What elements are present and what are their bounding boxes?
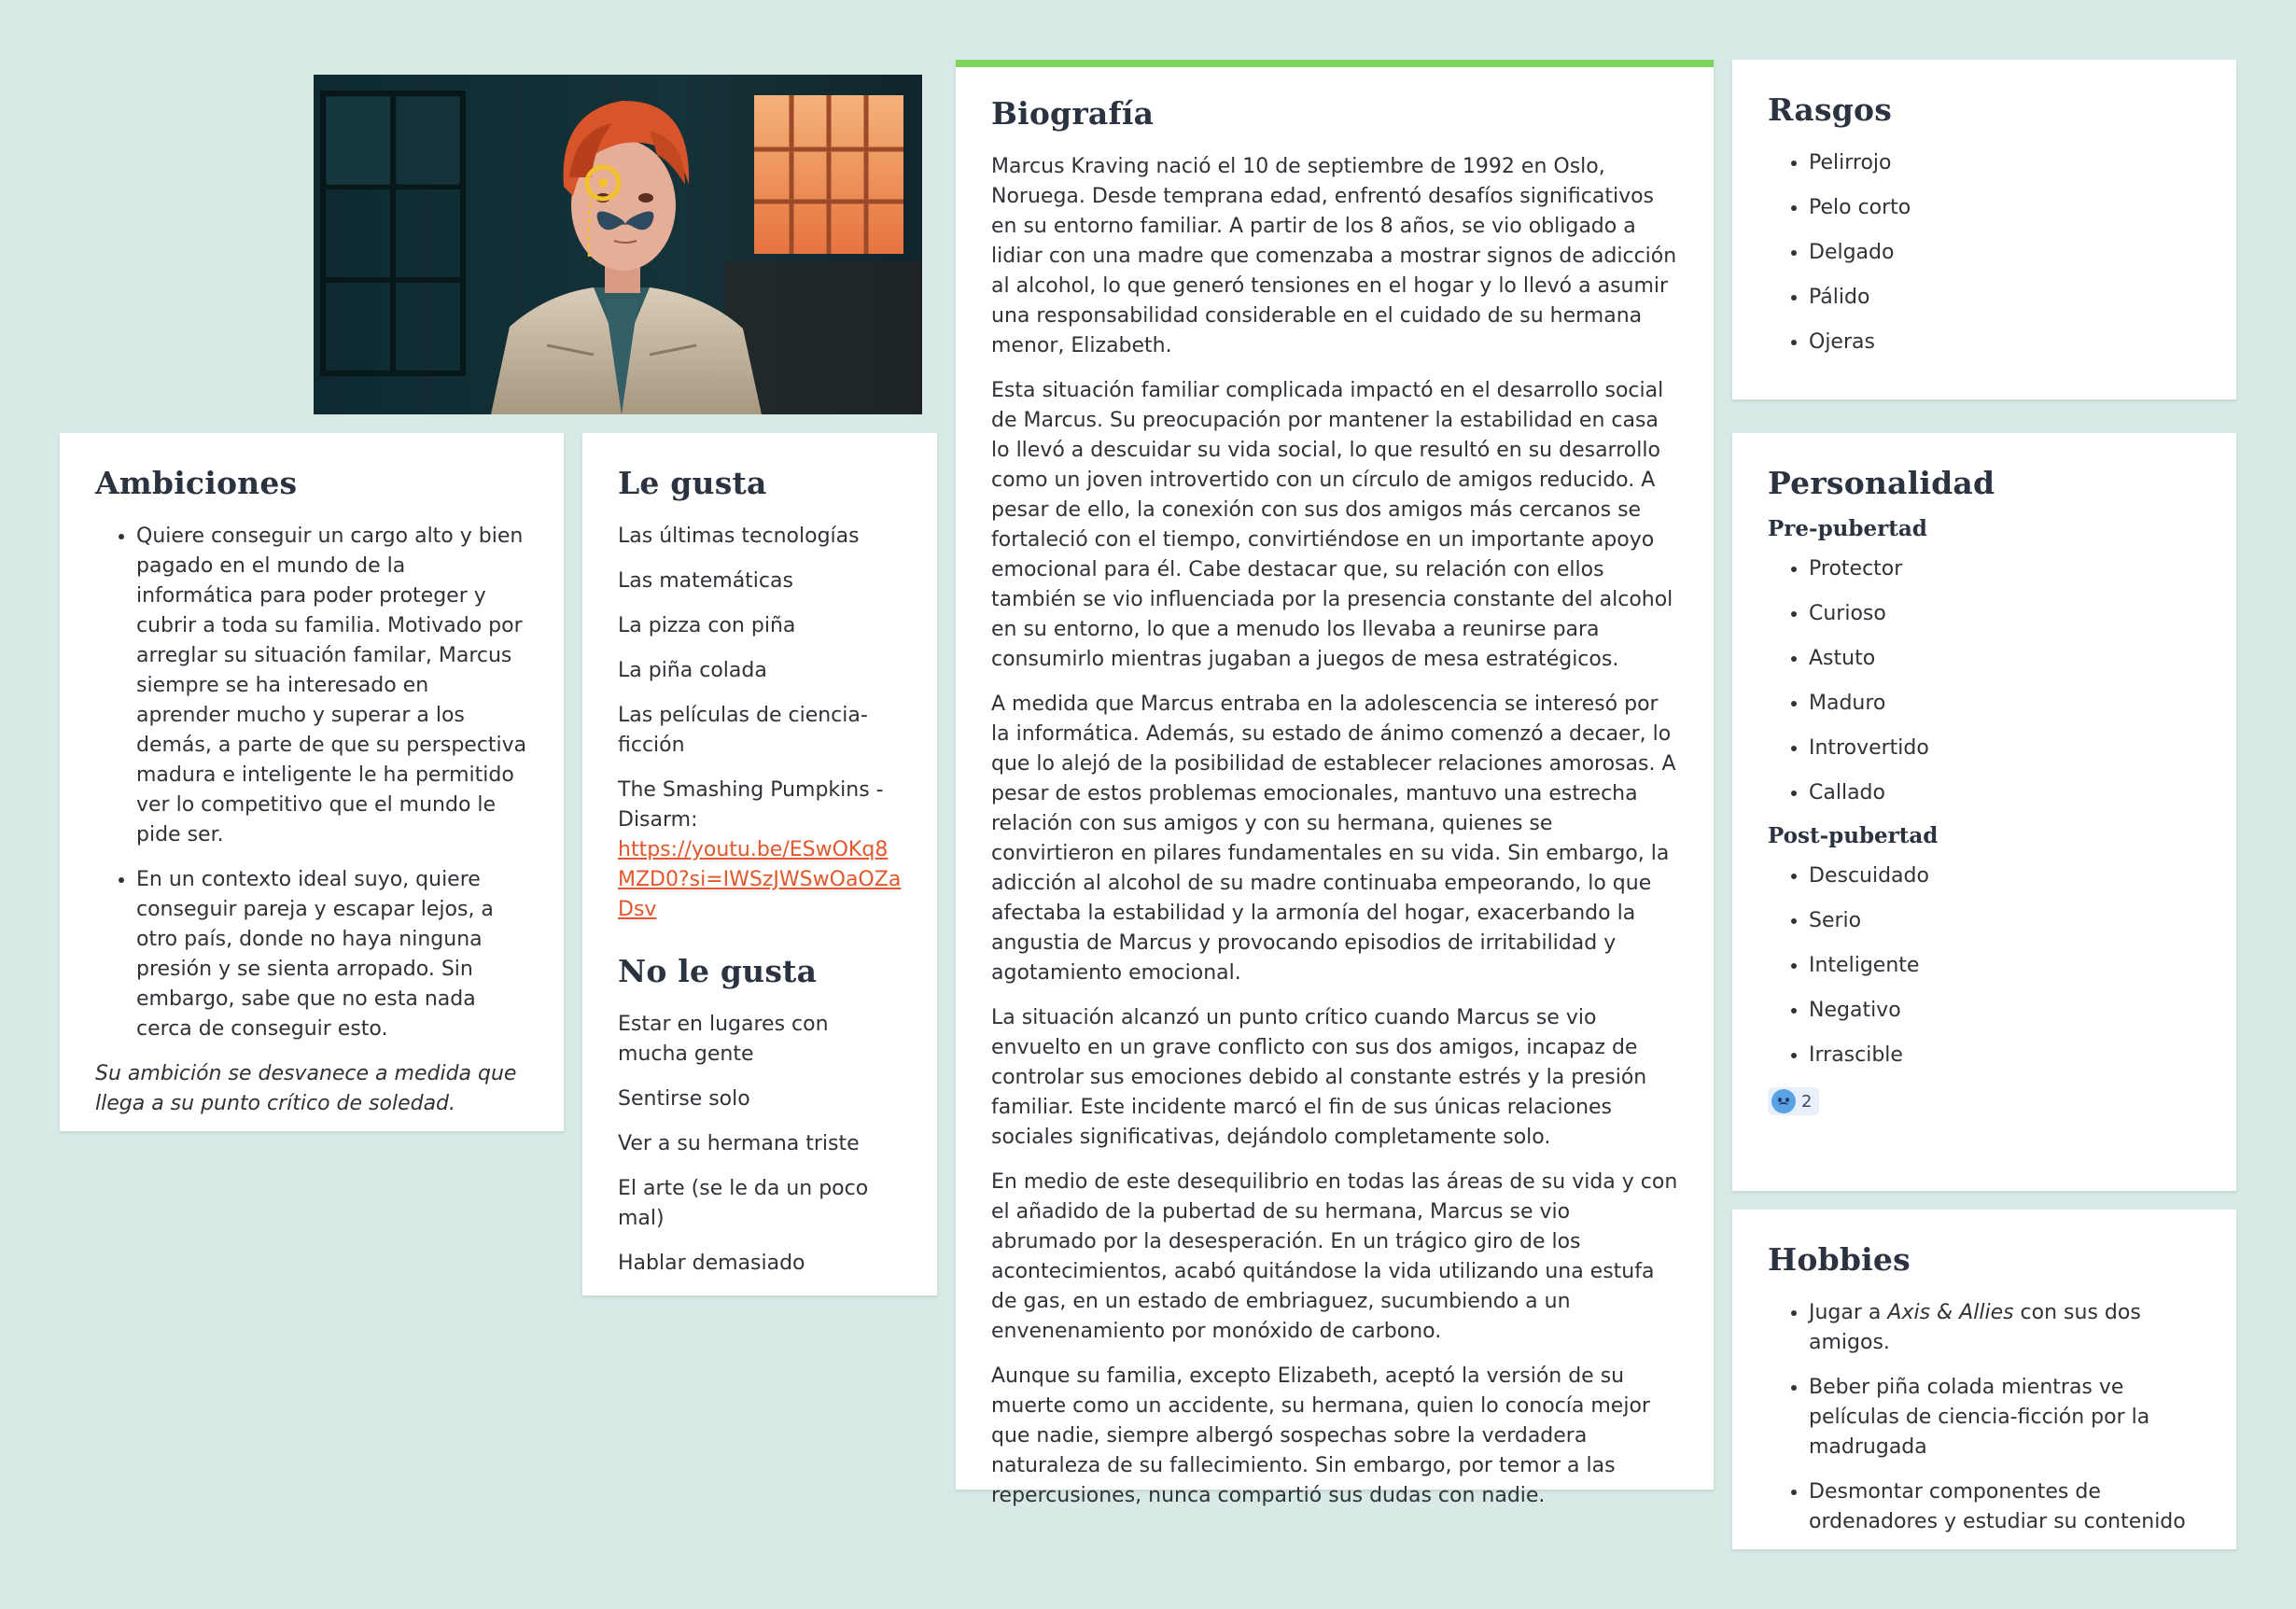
hobbies-list xyxy=(1768,1298,2201,1537)
pre-pubertad-title: Pre-pubertad xyxy=(1768,516,1927,541)
post-trait-item: • Descuidado xyxy=(1809,861,2201,891)
ambicion-item: • En un contexto ideal suyo, quiere conseguir pareja y escapar lejos, a otro país, donde no haya ninguna presión y se sienta arropado. Sin embargo, sabe que no esta nada cerca de conseguir esto. xyxy=(136,865,528,1044)
like-item-music xyxy=(618,776,902,925)
rasgo-item: • Pálido xyxy=(1809,283,2201,313)
reaction-badge[interactable] xyxy=(1768,1087,1819,1115)
rasgo-item: • Ojeras xyxy=(1809,328,2201,357)
pre-trait-item: • Curioso xyxy=(1809,599,2201,629)
ambiciones-list xyxy=(95,522,528,1044)
personalidad-card xyxy=(1732,433,2236,1191)
pre-trait-item: • Astuto xyxy=(1809,644,2201,674)
biografia-title: Biografía xyxy=(991,95,1155,132)
music-label: The Smashing Pumpkins - Disarm: xyxy=(618,778,884,832)
post-trait-item: • Serio xyxy=(1809,906,2201,936)
dislike-item: Estar en lugares con mucha gente xyxy=(618,1013,829,1066)
rasgos-list xyxy=(1768,148,2201,357)
bio-paragraph: A medida que Marcus entraba en la adolescencia se interesó por la informática. Además, su estado de ánimo comenzó a decaer, lo que lo alejó de la posibilidad de establecer relaciones amorosas. A pesar de estos problemas emocionales, mantuvo una estrecha relación con sus amigos y con su hermana, quienes se convirtieron en pilares fundamentales en su vida. Sin embargo, la adicción al alcohol de su madre continuaba empeorando, lo que afectaba la estabilidad y la armonía del hogar, exacerbando la angustia de Marcus y provocando episodios de irritabilidad y agotamiento emocional. xyxy=(991,693,1676,985)
hobbies-title: Hobbies xyxy=(1768,1241,1911,1278)
bio-paragraph: Marcus Kraving nació el 10 de septiembre de 1992 en Oslo, Noruega. Desde temprana edad, enfrentó desafíos significativos en su entorno familiar. A partir de los 8 años, se vio obligado a lidiar con una madre que comenzaba a mostrar signos de adicción al alcohol, lo que generó tensiones en el hogar y lo llevó a asumir una responsabilidad considerable en el cuidado de su hermana menor, Elizabeth. xyxy=(991,155,1677,357)
gustos-card xyxy=(582,433,937,1295)
dislike-item: Sentirse solo xyxy=(618,1087,750,1111)
hobbies-card xyxy=(1732,1210,2236,1549)
smiling-face-with-tear-icon xyxy=(1771,1089,1796,1113)
hobby-item: • Beber piña colada mientras ve películas de ciencia-ficción por la madrugada xyxy=(1809,1373,2201,1462)
pre-pubertad-list xyxy=(1768,554,2201,808)
youtube-link[interactable]: https://youtu.be/ESwOKq8MZD0?si=IWSzJWSwOaOZaDsv xyxy=(618,838,902,921)
biografia-card xyxy=(956,60,1714,1507)
le-gusta-title: Le gusta xyxy=(618,465,767,501)
ambiciones-note: Su ambición se desvanece a medida que llega a su punto crítico de soledad. xyxy=(95,1062,517,1115)
rasgo-item: • Pelirrojo xyxy=(1809,148,2201,178)
rasgos-card xyxy=(1732,60,2236,399)
pre-trait-item: • Callado xyxy=(1809,778,2201,808)
ambicion-item: • Quiere conseguir un cargo alto y bien pagado en el mundo de la informática para poder proteger y cubrir a toda su familia. Motivado por arreglar su situación familar, Marcus siempre se ha interesado en aprender mucho y superar a los demás, a parte de que su perspectiva madura e inteligente le ha permitido ver lo competitivo que el mundo le pide ser. xyxy=(136,522,528,850)
personalidad-title: Personalidad xyxy=(1768,465,1995,501)
rasgos-title: Rasgos xyxy=(1768,91,1893,128)
bio-paragraph: La situación alcanzó un punto crítico cuando Marcus se vio envuelto en un grave conflicto con sus dos amigos, incapaz de controlar sus emociones debido al constante estrés y la presión familiar. Este incidente marcó el fin de sus únicas relaciones sociales significativas, dejándolo completamente solo. xyxy=(991,1006,1647,1149)
post-trait-item: • Irrascible xyxy=(1809,1041,2201,1070)
rasgo-item: • Delgado xyxy=(1809,238,2201,268)
pre-trait-item: • Maduro xyxy=(1809,689,2201,719)
post-pubertad-title: Post-pubertad xyxy=(1768,823,1939,848)
bio-paragraph: En medio de este desequilibrio en todas las áreas de su vida y con el añadido de la pubertad de su hermana, Marcus se vio abrumado por la desesperación. En un trágico giro de los acontecimientos, acabó quitándose la vida utilizando una estufa de gas, en un estado de embriaguez, sucumbiendo a un envenenamiento por monóxido de carbono. xyxy=(991,1170,1678,1343)
like-item: La pizza con piña xyxy=(618,614,796,637)
post-trait-item: • Negativo xyxy=(1809,996,2201,1026)
hobby-item xyxy=(1809,1298,2201,1358)
ambiciones-card xyxy=(60,433,564,1131)
like-item: Las películas de ciencia-ficción xyxy=(618,704,868,757)
bio-paragraph: Aunque su familia, excepto Elizabeth, aceptó la versión de su muerte como un accidente, su hermana, quien lo conocía mejor que nadie, siempre albergó sospechas sobre la verdadera naturaleza de su fallecimiento. Sin embargo, por temor a las repercusiones, nunca compartió sus dudas con nadie. xyxy=(991,1364,1650,1507)
ambiciones-title: Ambiciones xyxy=(95,465,298,501)
dislike-item: Ver a su hermana triste xyxy=(618,1132,860,1155)
reaction-count: 2 xyxy=(1801,1091,1813,1112)
pre-trait-item: • Introvertido xyxy=(1809,734,2201,763)
portrait-illustration xyxy=(314,75,922,414)
like-item: Las matemáticas xyxy=(618,569,793,593)
dislike-item: El arte (se le da un poco mal) xyxy=(618,1177,869,1230)
post-trait-item: • Inteligente xyxy=(1809,951,2201,981)
like-item: La piña colada xyxy=(618,659,767,682)
post-pubertad-list xyxy=(1768,861,2201,1070)
dislike-item: Hablar demasiado xyxy=(618,1252,805,1275)
hobby-item: • Desmontar componentes de ordenadores y estudiar su contenido xyxy=(1809,1477,2201,1537)
no-le-gusta-title: No le gusta xyxy=(618,953,818,989)
bio-paragraph: Esta situación familiar complicada impactó en el desarrollo social de Marcus. Su preocupación por mantener la estabilidad en casa lo llevó a descuidar su vida social, lo que resultó en su desarrollo como un joven introvertido con un círculo de amigos reducido. A pesar de ello, la conexión con sus dos amigos más cercanos se fortaleció con el tiempo, convirtiéndose en un importante apoyo emocional para él. Cabe destacar que, su relación con ellos también se vio influenciada por la presencia constante del alcohol en su entorno, lo que a menudo los llevaba a reunirse para consumirlo mientras jugaban a juegos de mesa estratégicos. xyxy=(991,379,1673,671)
character-portrait-image xyxy=(314,75,922,414)
hobby-text: Jugar a xyxy=(1809,1301,1888,1324)
hobby-text: con sus dos amigos. xyxy=(1809,1301,2141,1354)
game-title: Axis & Allies xyxy=(1887,1301,2014,1324)
like-item: Las últimas tecnologías xyxy=(618,525,860,548)
pre-trait-item: • Protector xyxy=(1809,554,2201,584)
rasgo-item: • Pelo corto xyxy=(1809,193,2201,223)
